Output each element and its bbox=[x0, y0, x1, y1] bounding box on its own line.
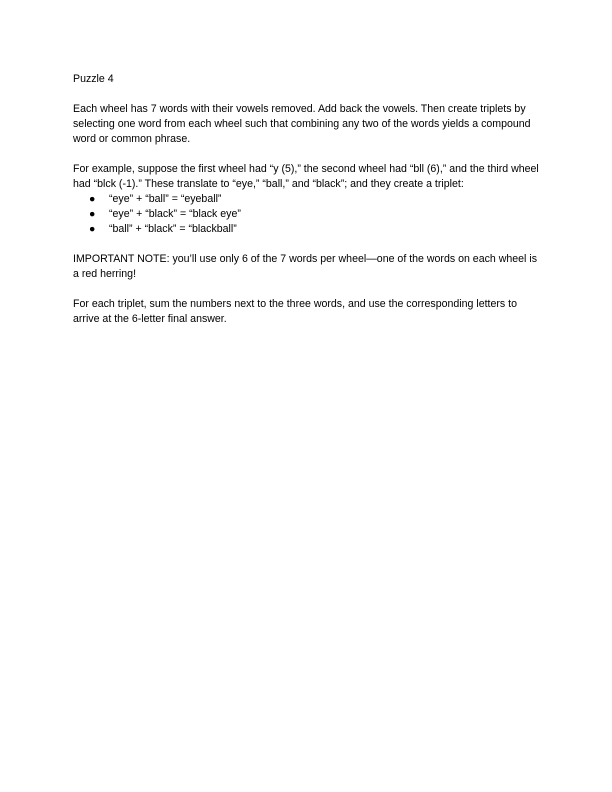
list-item-text: “eye” + “black” = “black eye” bbox=[109, 208, 241, 220]
puzzle-title: Puzzle 4 bbox=[73, 73, 114, 85]
example-list bbox=[73, 192, 543, 237]
spacer bbox=[73, 282, 543, 297]
example-paragraph: For example, suppose the first wheel had “y (5),” the second wheel had “bll (6),” and the third wheel had “blck (-1).” These translate to “eye,” “ball,” and “black”; and they create a triplet: bbox=[73, 163, 539, 190]
list-item bbox=[73, 192, 543, 207]
list-item-text: “ball” + “black” = “blackball” bbox=[109, 223, 237, 235]
list-item bbox=[73, 222, 543, 237]
spacer bbox=[73, 237, 543, 252]
spacer bbox=[73, 147, 543, 162]
document-body bbox=[73, 72, 543, 327]
list-item-text: “eye” + “ball” = “eyeball” bbox=[109, 193, 222, 205]
important-note: IMPORTANT NOTE: you’ll use only 6 of the 7 words per wheel—one of the words on each wheel is a red herring! bbox=[73, 253, 537, 280]
intro-paragraph: Each wheel has 7 words with their vowels removed. Add back the vowels. Then create triplets by selecting one word from each wheel such that combining any two of the words yields a compound word or common phrase. bbox=[73, 103, 531, 145]
final-instruction: For each triplet, sum the numbers next to the three words, and use the corresponding letters to arrive at the 6-letter final answer. bbox=[73, 298, 517, 325]
bullet-icon: ● bbox=[89, 223, 96, 235]
bullet-icon: ● bbox=[89, 208, 96, 220]
bullet-icon: ● bbox=[89, 193, 96, 205]
spacer bbox=[73, 87, 543, 102]
list-item bbox=[73, 207, 543, 222]
